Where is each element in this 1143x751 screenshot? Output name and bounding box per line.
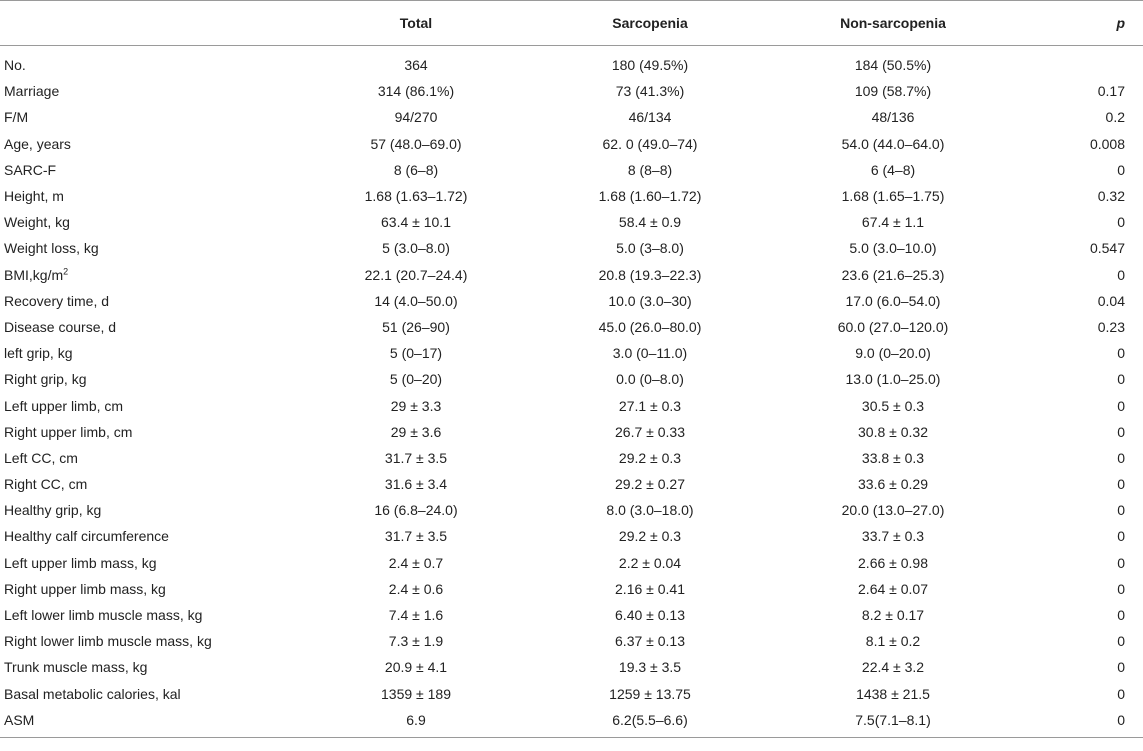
cell-total: 5 (0–17) (389, 345, 443, 362)
cell-non-sarcopenia: 17.0 (6.0–54.0) (845, 292, 941, 309)
cell-sarcopenia: 5.0 (3–8.0) (616, 240, 684, 257)
cell-non-sarcopenia: 1.68 (1.65–1.75) (841, 188, 945, 205)
cell-total: 63.4 ± 10.1 (381, 214, 451, 231)
row-label-text: Right upper limb, cm (4, 423, 133, 440)
row-label (0, 78, 300, 104)
row-label-text: Left upper limb, cm (4, 397, 124, 414)
cell-p-value: 0.23 (1097, 318, 1125, 335)
cell-sarcopenia: 46/134 (628, 109, 672, 126)
table-row (0, 707, 1143, 738)
cell-total: 14 (4.0–50.0) (374, 292, 458, 309)
header-row (0, 1, 1143, 46)
header-label-column (0, 1, 300, 46)
table-row (0, 104, 1143, 130)
cell-non-sarcopenia: 23.6 (21.6–25.3) (841, 266, 945, 283)
cell-p-value: 0 (1117, 161, 1125, 178)
table-row (0, 392, 1143, 418)
table-row (0, 550, 1143, 576)
cell-p-value: 0.32 (1097, 188, 1125, 205)
cell-sarcopenia: 10.0 (3.0–30) (608, 292, 692, 309)
cell-sarcopenia: 6.37 ± 0.13 (615, 633, 685, 650)
cell-p-value: 0 (1117, 633, 1125, 650)
table-row (0, 183, 1143, 209)
cell-p-value: 0.04 (1097, 292, 1125, 309)
row-label (0, 262, 300, 288)
table-row (0, 576, 1143, 602)
row-label (0, 523, 300, 549)
cell-sarcopenia: 3.0 (0–11.0) (612, 345, 688, 362)
cell-sarcopenia: 0.0 (0–8.0) (616, 371, 684, 388)
row-label (0, 576, 300, 602)
cell-p-value: 0.547 (1089, 240, 1125, 257)
row-label (0, 681, 300, 707)
row-label (0, 707, 300, 738)
table-row (0, 78, 1143, 104)
cell-p-value: 0 (1117, 345, 1125, 362)
row-label-text: BMI,kg/m (4, 266, 64, 283)
cell-p-value: 0 (1117, 266, 1125, 283)
row-label-text: Left lower limb muscle mass, kg (4, 607, 203, 624)
cell-total: 20.9 ± 4.1 (384, 659, 448, 676)
cell-sarcopenia: 19.3 ± 3.5 (618, 659, 682, 676)
cell-p-value: 0 (1117, 423, 1125, 440)
row-label-text: Healthy grip, kg (4, 502, 102, 519)
header-p-value: p (1018, 1, 1143, 46)
header-total: Total (300, 1, 532, 46)
cell-sarcopenia: 29.2 ± 0.3 (618, 528, 682, 545)
cell-non-sarcopenia: 6 (4–8) (870, 161, 916, 178)
cell-non-sarcopenia: 2.66 ± 0.98 (858, 554, 928, 571)
table-row (0, 340, 1143, 366)
cell-total: 31.7 ± 3.5 (384, 449, 448, 466)
header-sarcopenia: Sarcopenia (532, 1, 768, 46)
cell-p-value: 0 (1117, 397, 1125, 414)
table-row (0, 209, 1143, 235)
cell-total: 5 (3.0–8.0) (382, 240, 450, 257)
cell-sarcopenia: 180 (49.5%) (611, 57, 689, 74)
cell-non-sarcopenia: 9.0 (0–20.0) (855, 345, 931, 362)
row-label (0, 209, 300, 235)
cell-p-value: 0 (1117, 685, 1125, 702)
row-label-text: Trunk muscle mass, kg (4, 659, 148, 676)
table-row (0, 654, 1143, 680)
cell-non-sarcopenia: 60.0 (27.0–120.0) (837, 318, 949, 335)
cell-total: 6.9 (300, 707, 532, 738)
cell-sarcopenia: 8.0 (3.0–18.0) (606, 502, 694, 519)
table-row (0, 131, 1143, 157)
row-label-text: left grip, kg (4, 345, 73, 362)
cell-total: 364 (404, 57, 428, 74)
table-row (0, 681, 1143, 707)
header-non-sarcopenia: Non-sarcopenia (768, 1, 1018, 46)
cell-sarcopenia: 1.68 (1.60–1.72) (598, 188, 702, 205)
row-label-text: Right upper limb mass, kg (4, 580, 166, 597)
row-label (0, 445, 300, 471)
cell-total: 1.68 (1.63–1.72) (364, 188, 468, 205)
cell-sarcopenia: 26.7 ± 0.33 (615, 423, 685, 440)
cell-non-sarcopenia: 30.8 ± 0.32 (858, 423, 928, 440)
row-label (0, 340, 300, 366)
cell-total: 8 (6–8) (393, 161, 439, 178)
cell-non-sarcopenia: 20.0 (13.0–27.0) (841, 502, 945, 519)
cell-p-value: 0 (1018, 707, 1143, 738)
cell-sarcopenia: 27.1 ± 0.3 (618, 397, 682, 414)
cell-non-sarcopenia: 8.2 ± 0.17 (861, 607, 925, 624)
cell-non-sarcopenia: 7.5(7.1–8.1) (768, 707, 1018, 738)
cell-total: 2.4 ± 0.7 (388, 554, 444, 571)
table-row (0, 46, 1143, 79)
cell-total: 314 (86.1%) (377, 83, 455, 100)
cell-non-sarcopenia: 109 (58.7%) (854, 83, 932, 100)
cell-p-value: 0 (1117, 214, 1125, 231)
table-row (0, 288, 1143, 314)
table-header (0, 1, 1143, 46)
row-label-text: Age, years (4, 135, 71, 152)
row-label-text: Disease course, d (4, 318, 117, 335)
cell-sarcopenia: 73 (41.3%) (615, 83, 685, 100)
cell-p-value: 0 (1117, 449, 1125, 466)
cell-sarcopenia: 58.4 ± 0.9 (618, 214, 682, 231)
cell-total: 57 (48.0–69.0) (370, 135, 462, 152)
table-row (0, 419, 1143, 445)
row-label-text: Weight loss, kg (4, 240, 99, 257)
cell-p-value: 0 (1117, 528, 1125, 545)
cell-non-sarcopenia: 184 (50.5%) (854, 57, 932, 74)
row-label-text: Left CC, cm (4, 449, 78, 466)
cell-total: 51 (26–90) (382, 318, 450, 335)
cell-p-value: 0 (1117, 659, 1125, 676)
table-row (0, 471, 1143, 497)
table-row (0, 523, 1143, 549)
cell-sarcopenia: 20.8 (19.3–22.3) (598, 266, 702, 283)
row-label-text: Left upper limb mass, kg (4, 554, 157, 571)
row-label (0, 497, 300, 523)
cell-sarcopenia: 29.2 ± 0.27 (615, 476, 685, 493)
cell-total: 31.7 ± 3.5 (384, 528, 448, 545)
cell-total: 7.4 ± 1.6 (388, 607, 444, 624)
row-label-text: Height, m (4, 188, 64, 205)
cell-sarcopenia: 45.0 (26.0–80.0) (598, 318, 702, 335)
cell-total: 94/270 (394, 109, 438, 126)
cell-non-sarcopenia: 30.5 ± 0.3 (861, 397, 925, 414)
row-label-text: Marriage (4, 83, 60, 100)
cell-non-sarcopenia: 22.4 ± 3.2 (861, 659, 925, 676)
cell-total: 29 ± 3.6 (390, 423, 442, 440)
cell-p-value (1018, 46, 1143, 79)
row-label (0, 235, 300, 261)
row-label-text: Recovery time, d (4, 292, 110, 309)
cell-sarcopenia: 62. 0 (49.0–74) (602, 135, 698, 152)
cell-sarcopenia: 6.2(5.5–6.6) (532, 707, 768, 738)
cell-sarcopenia: 8 (8–8) (627, 161, 673, 178)
table-row (0, 366, 1143, 392)
cell-p-value: 0 (1117, 371, 1125, 388)
cell-non-sarcopenia: 54.0 (44.0–64.0) (841, 135, 945, 152)
cell-total: 29 ± 3.3 (390, 397, 442, 414)
cell-sarcopenia: 6.40 ± 0.13 (615, 607, 685, 624)
cell-p-value: 0 (1117, 580, 1125, 597)
row-label (0, 104, 300, 130)
cell-sarcopenia: 1259 ± 13.75 (609, 685, 691, 702)
cell-sarcopenia: 2.16 ± 0.41 (615, 580, 685, 597)
table-row (0, 628, 1143, 654)
cell-non-sarcopenia: 1438 ± 21.5 (856, 685, 930, 702)
table-row (0, 602, 1143, 628)
row-label (0, 471, 300, 497)
row-label-text: Right lower limb muscle mass, kg (4, 633, 212, 650)
cell-non-sarcopenia: 33.7 ± 0.3 (861, 528, 925, 545)
row-label (0, 366, 300, 392)
cell-p-value: 0.17 (1097, 83, 1125, 100)
row-label (0, 602, 300, 628)
table-row (0, 497, 1143, 523)
table-row (0, 262, 1143, 288)
cell-total: 31.6 ± 3.4 (384, 476, 448, 493)
row-label-text: F/M (4, 109, 29, 126)
cell-non-sarcopenia: 2.64 ± 0.07 (858, 580, 928, 597)
row-label (0, 419, 300, 445)
cell-non-sarcopenia: 67.4 ± 1.1 (861, 214, 925, 231)
row-label (0, 550, 300, 576)
row-label-text: Basal metabolic calories, kal (4, 685, 181, 702)
cell-non-sarcopenia: 48/136 (871, 109, 915, 126)
row-label-text: ASM (4, 711, 35, 728)
cell-non-sarcopenia: 33.8 ± 0.3 (861, 449, 925, 466)
table-body (0, 46, 1143, 738)
cell-non-sarcopenia: 5.0 (3.0–10.0) (849, 240, 937, 257)
cell-total: 16 (6.8–24.0) (374, 502, 458, 519)
cell-total: 2.4 ± 0.6 (388, 580, 444, 597)
table-row (0, 314, 1143, 340)
cell-total: 5 (0–20) (389, 371, 443, 388)
row-label (0, 314, 300, 340)
cell-p-value: 0.2 (1105, 109, 1125, 126)
row-label (0, 392, 300, 418)
table-row (0, 157, 1143, 183)
row-label (0, 288, 300, 314)
row-label (0, 183, 300, 209)
cell-sarcopenia: 29.2 ± 0.3 (618, 449, 682, 466)
row-label (0, 628, 300, 654)
cell-p-value: 0 (1117, 476, 1125, 493)
cell-non-sarcopenia: 33.6 ± 0.29 (858, 476, 928, 493)
cell-total: 22.1 (20.7–24.4) (364, 266, 468, 283)
row-label-text: Right CC, cm (4, 476, 88, 493)
cell-p-value: 0 (1117, 554, 1125, 571)
cell-p-value: 0 (1117, 607, 1125, 624)
row-label (0, 157, 300, 183)
row-label (0, 131, 300, 157)
table-row (0, 235, 1143, 261)
row-label-text: No. (4, 57, 26, 74)
cell-sarcopenia: 2.2 ± 0.04 (618, 554, 682, 571)
row-label-text: Right grip, kg (4, 371, 87, 388)
cell-total: 7.3 ± 1.9 (388, 633, 444, 650)
table-row (0, 445, 1143, 471)
row-label (0, 654, 300, 680)
cell-non-sarcopenia: 8.1 ± 0.2 (865, 633, 921, 650)
row-label-text: Weight, kg (4, 214, 70, 231)
cell-non-sarcopenia: 13.0 (1.0–25.0) (845, 371, 941, 388)
row-label-text: Healthy calf circumference (4, 528, 169, 545)
cell-p-value: 0 (1117, 502, 1125, 519)
cell-p-value: 0.008 (1089, 135, 1125, 152)
row-label-text: SARC-F (4, 161, 57, 178)
cell-total: 1359 ± 189 (381, 685, 451, 702)
row-label (0, 46, 300, 79)
row-label-superscript: 2 (63, 265, 69, 276)
